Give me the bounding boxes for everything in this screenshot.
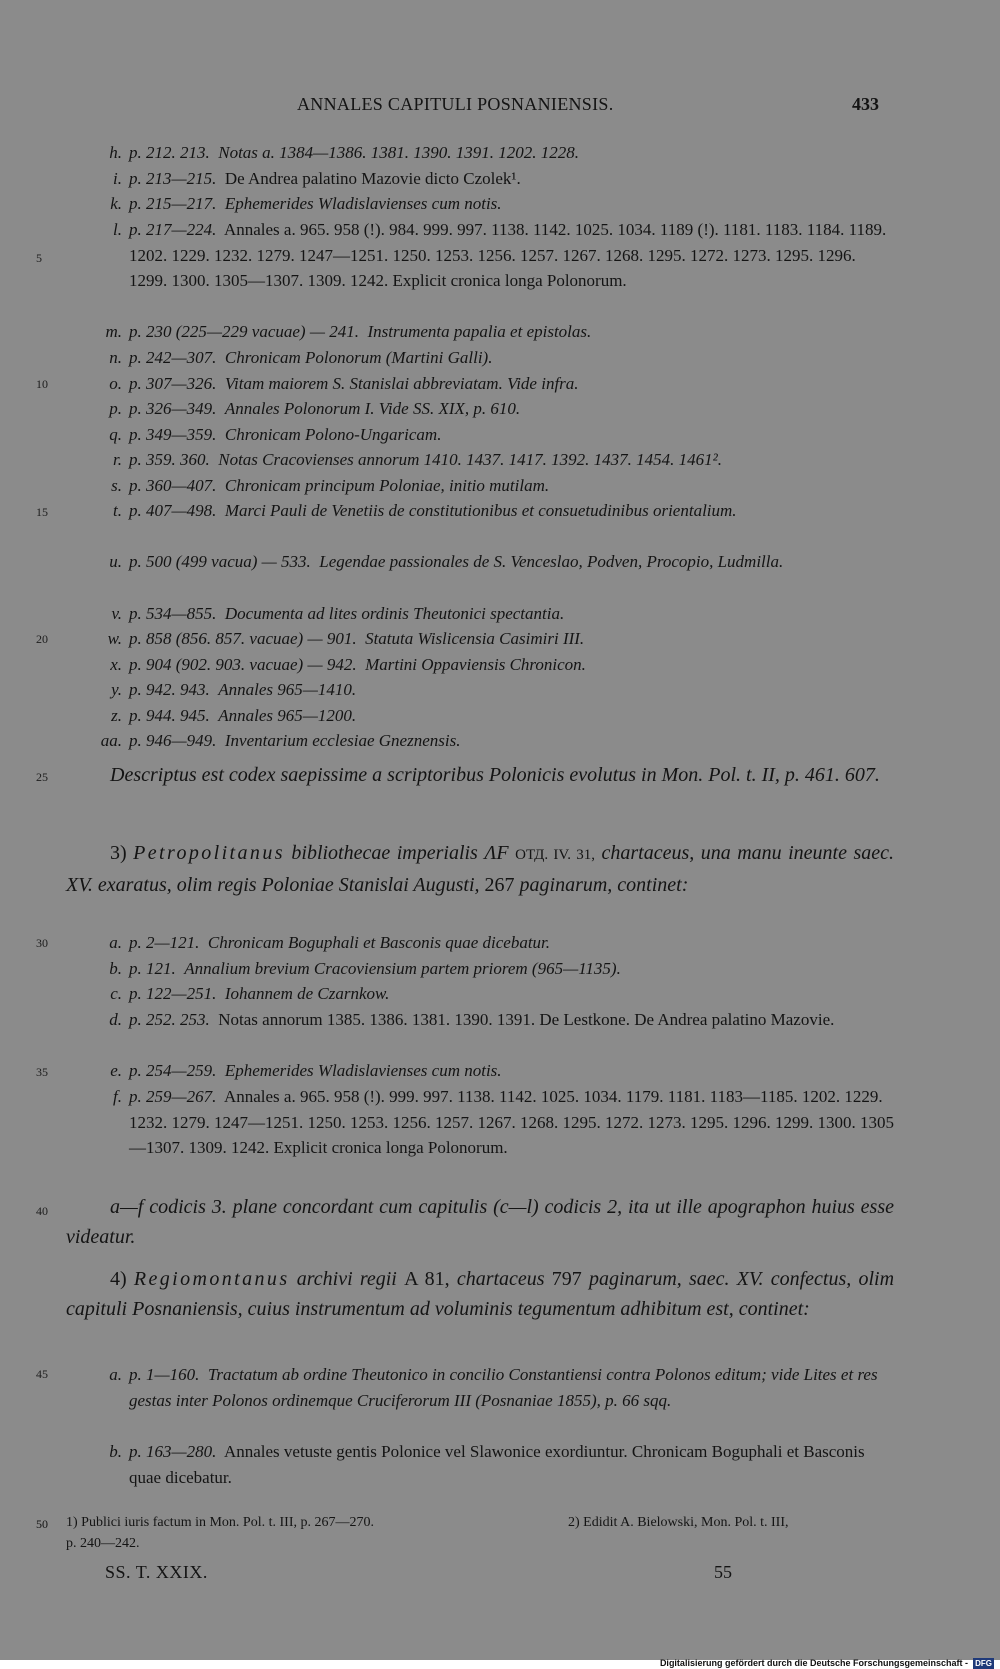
list-item: b. p. 121. Annalium brevium Cracoviensium partem priorem (965—1135). <box>109 959 621 978</box>
sheet-number: 55 <box>714 1562 732 1582</box>
list-item: z. p. 944. 945. Annales 965—1200. <box>111 706 357 725</box>
footnote-2-continued: p. 240—242. <box>66 1536 140 1551</box>
paragraph-described: Descriptus est codex saepissime a scriptoribus Polonicis evolutus in Mon. Pol. t. II, p. 461. 607. <box>110 764 880 786</box>
line-number: 30 <box>36 936 48 950</box>
list-item: i. p. 213—215. De Andrea palatino Mazovie dicto Czolek¹. <box>113 169 521 188</box>
list-item: a. p. 2—121. Chronicam Boguphali et Basconis quae dicebatur. <box>109 933 551 952</box>
list-item: d. p. 252. 253. Notas annorum 1385. 1386. 1381. 1390. 1391. De Lestkone. De Andrea palatino Mazovie. <box>109 1010 835 1029</box>
line-number: 40 <box>36 1204 48 1218</box>
list-item: y. p. 942. 943. Annales 965—1410. <box>111 680 357 699</box>
list-item: t. p. 407—498. Marci Pauli de Venetiis de constitutionibus et consuetudinibus orientalium. <box>113 501 737 520</box>
line-number: 20 <box>36 632 48 646</box>
line-number: 25 <box>36 770 48 784</box>
line-number: 45 <box>36 1367 48 1381</box>
volume-signature: SS. T. XXIX. <box>105 1562 208 1582</box>
list-item: s. p. 360—407. Chronicam principum Poloniae, initio mutilam. <box>111 476 550 495</box>
credit-strip <box>0 1660 1000 1669</box>
list-item: r. p. 359. 360. Notas Cracovienses annorum 1410. 1437. 1417. 1392. 1437. 1454. 1461². <box>113 450 723 469</box>
list-item: u. p. 500 (499 vacua) — 533. Legendae passionales de S. Venceslao, Podven, Procopio, Ludmilla. <box>109 552 784 571</box>
paragraph-concordance: a—f codicis 3. plane concordant cum capitulis (c—l) codicis 2, ita ut ille apographon huius esse videatur. <box>66 1196 894 1248</box>
list-item: f. p. 259—267. Annales a. 965. 958 (!). 999. 997. 1138. 1142. 1025. 1034. 1179. 1181. 1183—1185. 1202. 1229. 1232. 1279. 1247—1251. 1250. 1253. 1256. 1257. 1267. 1268. 1295. 1272. 1273. 1295. 1296. 1299. 1300. 1305—1307. 1309. 1242. Explicit cronica longa Polonorum. <box>113 1087 894 1158</box>
list-item: p. p. 326—349. Annales Polonorum I. Vide SS. XIX, p. 610. <box>109 399 521 418</box>
page-header <box>0 94 1000 120</box>
list-item: q. p. 349—359. Chronicam Polono-Ungaricam. <box>109 425 442 444</box>
list-item: l. p. 217—224. Annales a. 965. 958 (!). 984. 999. 997. 1138. 1142. 1025. 1034. 1189 (!). 1181. 1183. 1184. 1189. 1202. 1229. 1232. 1279. 1247—1251. 1250. 1253. 1256. 1257. 1267. 1268. 1295. 1272. 1273. 1295. 1296. 1299. 1300. 1305—1307. 1309. 1242. Explicit cronica longa Polonorum. <box>113 220 887 291</box>
running-title: ANNALES CAPITULI POSNANIENSIS. <box>297 94 614 114</box>
list-item: m. p. 230 (225—229 vacuae) — 241. Instrumenta papalia et epistolas. <box>105 322 592 341</box>
paragraph-regiomontanus: 4) Regiomontanus archivi regii A 81, chartaceus 797 paginarum, saec. XV. confectus, olim capituli Posnaniensis, cuius instrumentum ad voluminis tegumentum adhibitum est, continet: <box>66 1268 895 1320</box>
page-number: 433 <box>852 94 879 114</box>
list-item: k. p. 215—217. Ephemerides Wladislavienses cum notis. <box>110 194 502 213</box>
paragraph-petropolitanus: 3) Petropolitanus bibliothecae imperialis ΛF ОТД. IV. 31, chartaceus, una manu ineunte saec. XV. exaratus, olim regis Poloniae Stanislai Augusti, 267 paginarum, continet: <box>66 842 895 896</box>
list-item: v. p. 534—855. Documenta ad lites ordinis Theutonici spectantia. <box>111 604 565 623</box>
list-item: c. p. 122—251. Iohannem de Czarnkow. <box>110 984 390 1003</box>
footnote-1: 1) Publici iuris factum in Mon. Pol. t. III, p. 267—270. <box>66 1515 374 1530</box>
line-number: 10 <box>36 377 48 391</box>
dfg-logo-icon: DFG <box>975 1659 992 1668</box>
line-number: 35 <box>36 1065 48 1079</box>
list-item: w. p. 858 (856. 857. vacuae) — 901. Statuta Wislicensia Casimiri III. <box>107 629 585 648</box>
list-item: o. p. 307—326. Vitam maiorem S. Stanislai abbreviatam. Vide infra. <box>109 374 579 393</box>
list-item: h. p. 212. 213. Notas a. 1384—1386. 1381. 1390. 1391. 1202. 1228. <box>109 143 580 162</box>
list-item: e. p. 254—259. Ephemerides Wladislavienses cum notis. <box>110 1061 502 1080</box>
list-item: a. p. 1—160. Tractatum ab ordine Theutonico in concilio Constantiensi contra Polonos editum; vide Lites et res gestas inter Polonos ordinemque Cruciferorum III (Posnaniae 1855), p. 66 sqq. <box>109 1365 878 1410</box>
footnote-2: 2) Edidit A. Bielowski, Mon. Pol. t. III, <box>568 1515 789 1530</box>
line-number: 15 <box>36 505 48 519</box>
line-number: 50 <box>36 1517 48 1531</box>
list-item: n. p. 242—307. Chronicam Polonorum (Martini Galli). <box>109 348 493 367</box>
list-item: b. p. 163—280. Annales vetuste gentis Polonice vel Slawonice exordiuntur. Chronicam Boguphali et Basconis quae dicebatur. <box>109 1442 865 1487</box>
line-number: 5 <box>36 251 42 265</box>
list-item: x. p. 904 (902. 903. vacuae) — 942. Martini Oppaviensis Chronicon. <box>110 655 586 674</box>
list-item: aa. p. 946—949. Inventarium ecclesiae Gneznensis. <box>100 731 461 750</box>
credit-text: Digitalisierung gefördert durch die Deutsche Forschungsgemeinschaft - <box>659 1658 968 1668</box>
